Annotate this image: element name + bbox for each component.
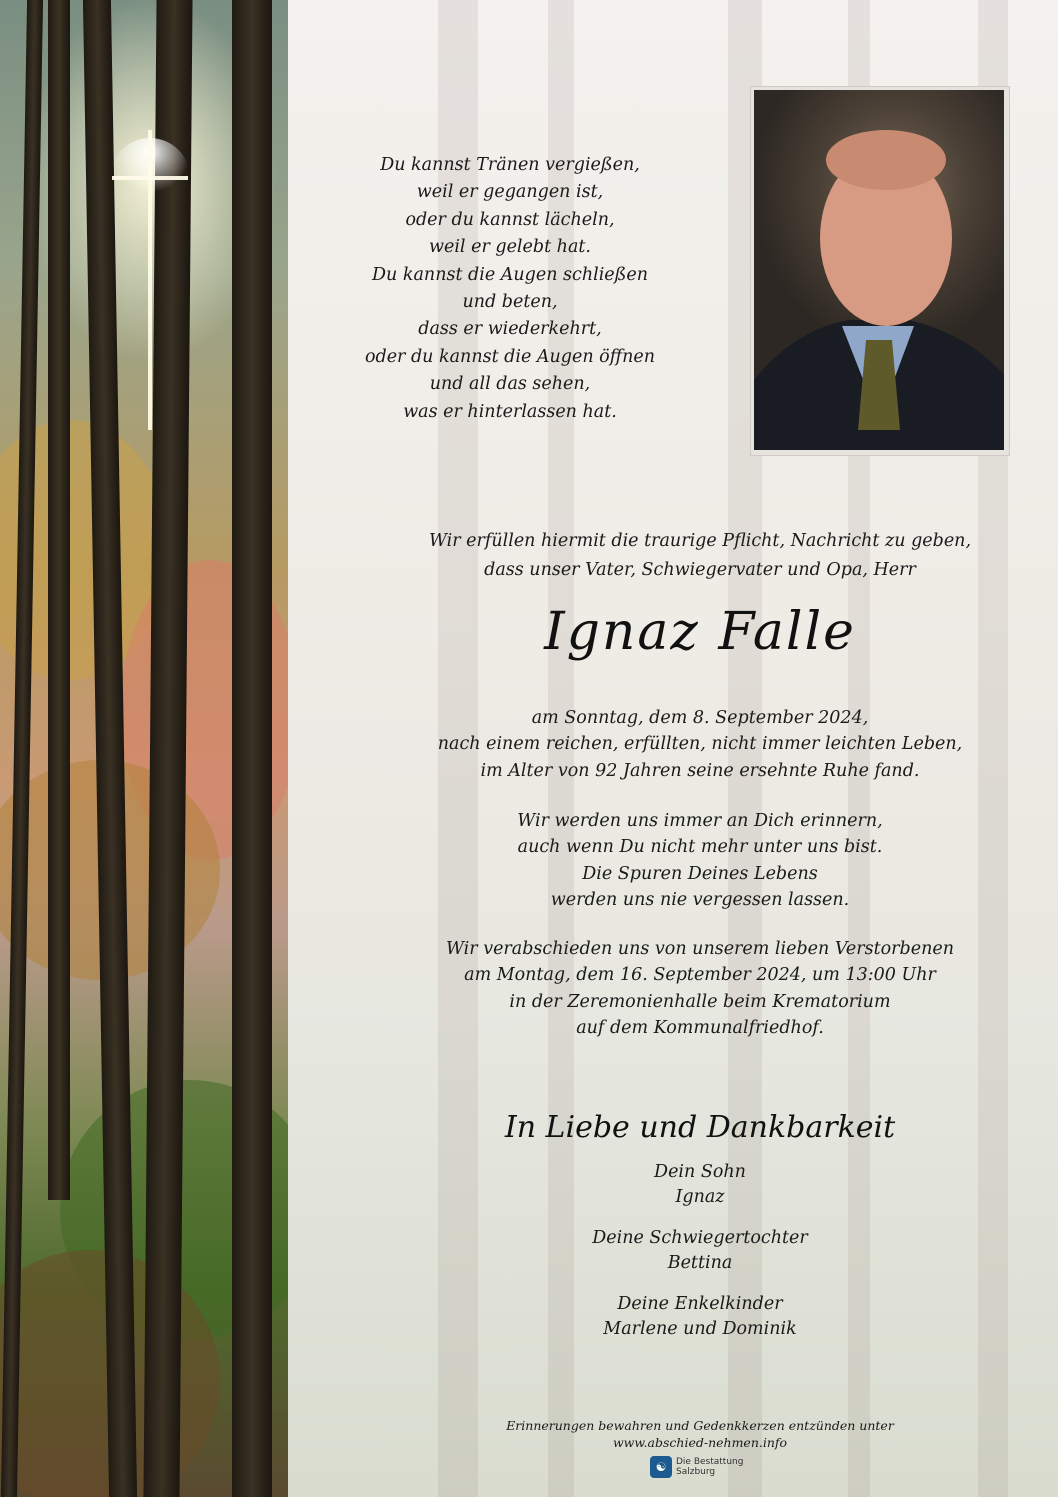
farewell-text <box>400 936 1000 1042</box>
remembrance-line: Die Spuren Deines Lebens <box>582 863 818 884</box>
verse-line: weil er gegangen ist, <box>416 182 604 203</box>
cross-icon <box>110 120 190 440</box>
family-role: Deine Schwiegertochter <box>592 1228 808 1248</box>
death-notice-line: im Alter von 92 Jahren seine ersehnte Ruhe fand. <box>480 760 920 781</box>
family-entry <box>400 1292 1000 1341</box>
family-entry <box>400 1160 1000 1209</box>
verse <box>300 152 720 426</box>
verse-line: Du kannst Tränen vergießen, <box>380 155 640 175</box>
verse-line: oder du kannst lächeln, <box>405 209 615 230</box>
brand-line: Salzburg <box>676 1467 716 1477</box>
farewell-line: Wir verabschieden uns von unserem lieben Verstorbenen <box>445 939 954 959</box>
family-names: Marlene und Dominik <box>603 1318 797 1339</box>
intro-line: Wir erfüllen hiermit die traurige Pflicht, Nachricht zu geben, <box>428 531 972 551</box>
family-entry <box>400 1226 1000 1275</box>
forest-image <box>0 0 288 1497</box>
farewell-line: in der Zeremonienhalle beim Krematorium <box>509 991 891 1012</box>
remembrance-text <box>400 808 1000 914</box>
intro-line: dass unser Vater, Schwiegervater und Opa, Herr <box>484 560 916 580</box>
death-notice-line: nach einem reichen, erfüllten, nicht immer leichten Leben, <box>437 734 963 755</box>
remembrance-line: auch wenn Du nicht mehr unter uns bist. <box>517 837 883 858</box>
remembrance-line: Wir werden uns immer an Dich erinnern, <box>517 811 883 831</box>
verse-line: dass er wiederkehrt, <box>418 319 602 340</box>
thanks-heading: In Liebe und Dankbarkeit <box>504 1110 896 1145</box>
verse-line: oder du kannst die Augen öffnen <box>364 346 656 367</box>
footer <box>400 1417 1000 1451</box>
deceased-name: Ignaz Falle <box>544 602 856 662</box>
bestattung-logo-icon: ☯ <box>650 1456 672 1478</box>
family-role: Deine Enkelkinder <box>617 1294 783 1314</box>
brand-line: Die Bestattung <box>676 1457 744 1467</box>
family-names: Bettina <box>667 1252 733 1273</box>
intro-text <box>400 527 1000 585</box>
death-notice <box>400 705 1000 784</box>
portrait-photo <box>754 90 1004 450</box>
footer-text: Erinnerungen bewahren und Gedenkkerzen entzünden unter <box>506 1418 894 1433</box>
family-role: Dein Sohn <box>654 1162 746 1182</box>
funeral-home-brand <box>650 1456 743 1478</box>
farewell-line: am Montag, dem 16. September 2024, um 13:00 Uhr <box>464 965 936 986</box>
verse-line: und beten, <box>462 292 558 313</box>
verse-line: Du kannst die Augen schließen <box>372 264 648 285</box>
death-notice-line: am Sonntag, dem 8. September 2024, <box>531 708 869 728</box>
footer-url-link[interactable]: www.abschied-nehmen.info <box>612 1435 788 1450</box>
verse-line: was er hinterlassen hat. <box>403 401 617 422</box>
remembrance-line: werden uns nie vergessen lassen. <box>550 890 850 911</box>
brand-text <box>676 1457 743 1477</box>
family-names: Ignaz <box>675 1186 725 1207</box>
verse-line: und all das sehen, <box>429 374 591 395</box>
verse-line: weil er gelebt hat. <box>429 237 591 258</box>
farewell-line: auf dem Kommunalfriedhof. <box>576 1018 824 1039</box>
